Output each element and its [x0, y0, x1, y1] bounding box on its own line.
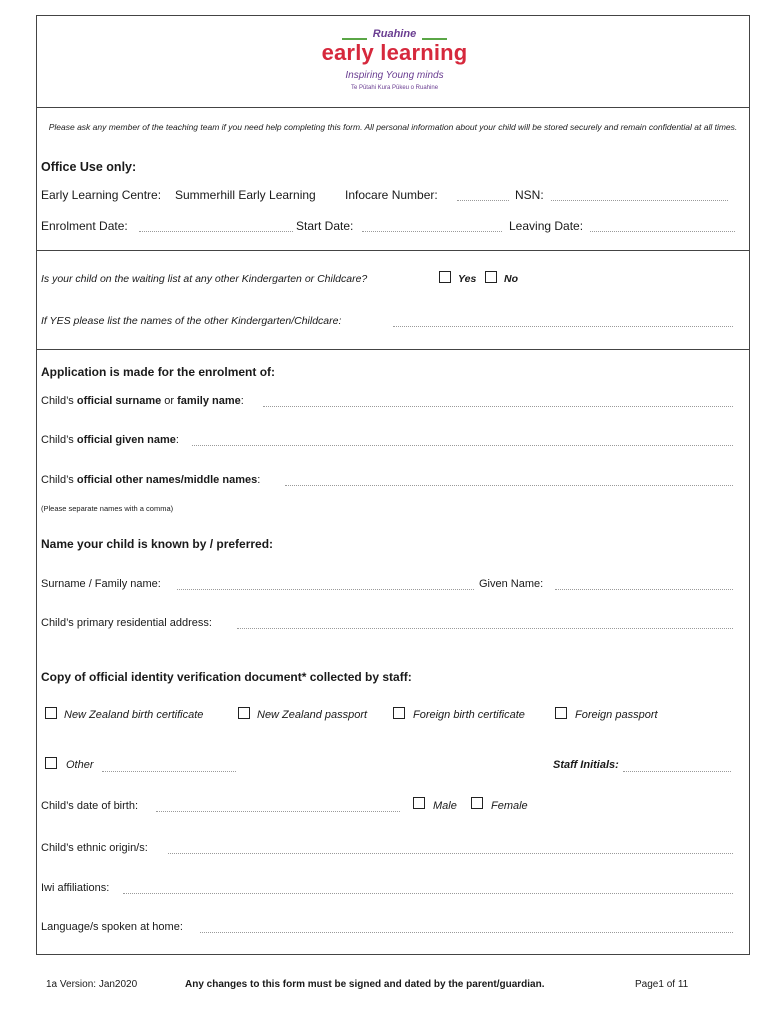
female-checkbox[interactable]	[471, 797, 483, 809]
waiting-question: Is your child on the waiting list at any other Kindergarten or Childcare?	[41, 273, 368, 285]
other-prefix: Child’s	[41, 474, 74, 486]
staff-initials-field[interactable]	[623, 771, 731, 772]
family-name-field[interactable]	[177, 589, 474, 590]
start-date-field[interactable]	[362, 231, 502, 232]
language-field[interactable]	[200, 932, 733, 933]
nz-birth-cert-checkbox[interactable]	[45, 707, 57, 719]
waiting-no-label: No	[504, 273, 518, 285]
waiting-yes-label: Yes	[458, 273, 477, 285]
foreign-birth-cert-label: Foreign birth certificate	[413, 709, 525, 721]
waiting-list-field[interactable]	[393, 326, 733, 327]
logo-main-text: early learning	[321, 40, 468, 65]
female-label: Female	[491, 800, 528, 812]
logo-tagline: Inspiring Young minds	[345, 70, 444, 81]
leaving-date-field[interactable]	[590, 231, 735, 232]
given-bold: official given name	[76, 434, 176, 446]
ethnic-origin-field[interactable]	[168, 853, 733, 854]
leaving-date-label: Leaving Date:	[509, 219, 584, 233]
footer-page: Page1 of 11	[635, 979, 689, 990]
other-names-field[interactable]	[285, 485, 733, 486]
start-date-label: Start Date:	[296, 219, 354, 233]
preferred-given-name-label: Given Name:	[479, 578, 544, 590]
centre-label: Early Learning Centre:	[41, 188, 162, 202]
dob-label: Child’s date of birth:	[41, 800, 139, 812]
language-label: Language/s spoken at home:	[41, 921, 183, 933]
waiting-no-checkbox[interactable]	[485, 271, 497, 283]
other-doc-checkbox[interactable]	[45, 757, 57, 769]
infocare-label: Infocare Number:	[345, 188, 438, 202]
office-heading: Office Use only:	[41, 160, 137, 174]
centre-value: Summerhill Early Learning	[175, 188, 316, 202]
surname-field[interactable]	[263, 406, 733, 407]
address-field[interactable]	[237, 628, 733, 629]
logo-subtext: Te Pūtahi Kura Pūkeu o Ruahine	[350, 85, 439, 91]
logo-top-text: Ruahine	[372, 28, 417, 40]
surname-label: Child’s official surname or family name:	[41, 395, 244, 407]
given-prefix: Child’s	[41, 434, 74, 446]
infocare-field[interactable]	[457, 200, 509, 201]
dob-field[interactable]	[156, 811, 400, 812]
waiting-list-label: If YES please list the names of the other Kindergarten/Childcare:	[41, 315, 342, 327]
section-divider-waiting	[36, 349, 750, 350]
section-divider-office	[36, 250, 750, 251]
logo	[312, 28, 477, 100]
surname-bold-family: family name	[177, 395, 241, 407]
other-bold: official other names/middle names	[76, 474, 258, 486]
other-doc-field[interactable]	[102, 771, 236, 772]
given-name-field[interactable]	[192, 445, 733, 446]
family-name-label: Surname / Family name:	[41, 578, 161, 590]
nz-passport-label: New Zealand passport	[257, 709, 368, 721]
surname-prefix: Child’s	[41, 395, 74, 407]
surname-or: or	[164, 395, 175, 407]
iwi-field[interactable]	[123, 893, 733, 894]
application-heading: Application is made for the enrolment of:	[41, 365, 276, 379]
identity-heading: Copy of official identity verification document* collected by staff:	[41, 670, 412, 684]
given-name-label: Child’s official given name:	[41, 434, 179, 446]
foreign-passport-checkbox[interactable]	[555, 707, 567, 719]
male-label: Male	[433, 800, 457, 812]
nsn-field[interactable]	[551, 200, 728, 201]
ethnic-origin-label: Child’s ethnic origin/s:	[41, 842, 148, 854]
other-doc-label: Other	[66, 759, 94, 771]
male-checkbox[interactable]	[413, 797, 425, 809]
surname-bold-official: official surname	[76, 395, 162, 407]
waiting-yes-checkbox[interactable]	[439, 271, 451, 283]
nz-passport-checkbox[interactable]	[238, 707, 250, 719]
address-label: Child’s primary residential address:	[41, 617, 212, 629]
known-by-heading: Name your child is known by / preferred:	[41, 537, 274, 551]
separate-names-note: (Please separate names with a comma)	[41, 504, 174, 513]
footer-version: 1a Version: Jan2020	[46, 979, 138, 990]
enrolment-date-field[interactable]	[139, 231, 293, 232]
enrolment-date-label: Enrolment Date:	[41, 219, 128, 233]
preferred-given-name-field[interactable]	[555, 589, 733, 590]
nsn-label: NSN:	[515, 188, 544, 202]
section-divider-header	[36, 107, 750, 108]
foreign-passport-label: Foreign passport	[575, 709, 658, 721]
foreign-birth-cert-checkbox[interactable]	[393, 707, 405, 719]
nz-birth-cert-label: New Zealand birth certificate	[64, 709, 204, 721]
footer-notice: Any changes to this form must be signed and dated by the parent/guardian.	[185, 979, 545, 990]
iwi-label: Iwi affiliations:	[41, 882, 110, 894]
intro-note: Please ask any member of the teaching team if you need help completing this form. All personal information about your child will be stored securely and remain confidential at all times.	[48, 122, 738, 132]
other-names-label: Child’s official other names/middle names:	[41, 474, 261, 486]
staff-initials-label: Staff Initials:	[553, 759, 619, 771]
